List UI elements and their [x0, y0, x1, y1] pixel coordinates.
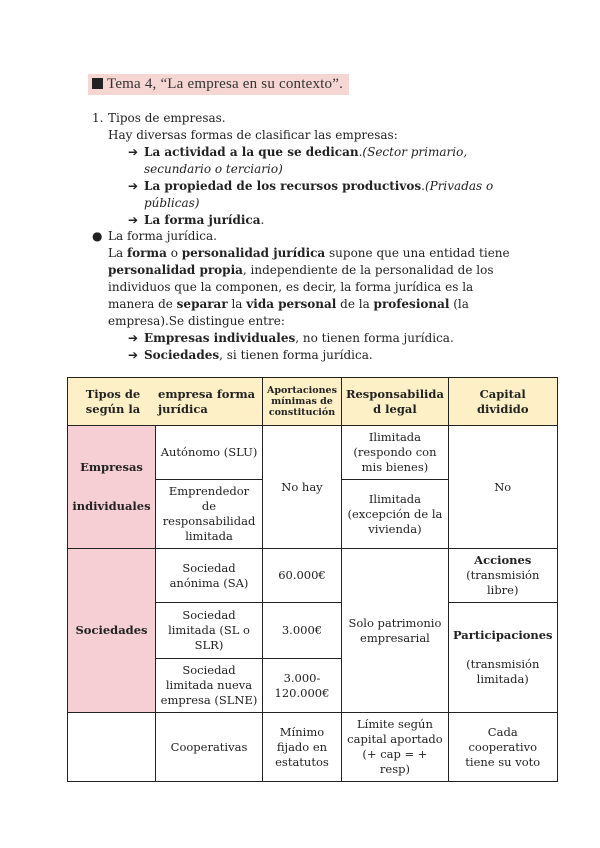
row-label-sociedades: Sociedades: [68, 549, 156, 713]
cell-coop-aport: Mínimo fijado en estatutos: [263, 713, 342, 782]
section1-heading: Tipos de empresas.: [108, 111, 226, 125]
list-item: ➔ Empresas individuales, no tienen forma jurídica.: [128, 331, 454, 345]
cell-slne-aport: 3.000-120.000€: [263, 659, 342, 713]
arrow-icon: ➔: [128, 179, 139, 193]
arrow-icon: ➔: [128, 331, 139, 345]
cell-no-hay: No hay: [263, 426, 342, 549]
header-capital: Capital dividido: [448, 378, 557, 426]
list-item: ➔ La propiedad de los recursos productivos.(Privadas o públicas): [128, 179, 494, 210]
section-tipos-empresas: 1. Tipos de empresas. Hay diversas formas de clasificar las empresas: ➔ La actividad a la que se dedican.(Sector primario, secundario o terciario) ➔ La propiedad de los recursos productivos.(Privadas o públicas) ➔ La forma jurídica.: [92, 110, 522, 229]
section-forma-juridica: [92, 228, 522, 364]
cell-sl-aport: 3.000€: [263, 603, 342, 659]
header-aportaciones: Aportaciones mínimas de constitución: [263, 378, 342, 426]
list-item: ➔ La forma jurídica.: [128, 213, 265, 227]
cell-coop-resp: Límite según capital aportado (+ cap = + resp): [341, 713, 448, 782]
checkbox-icon: [92, 78, 103, 89]
section2-heading: La forma jurídica.: [108, 229, 217, 243]
list-item: ➔ La actividad a la que se dedican.(Sector primario, secundario o terciario): [128, 145, 468, 176]
row-label-empty: [68, 713, 156, 782]
header-tipos: Tipos de según la empresa forma jurídica: [68, 378, 263, 426]
section2-paragraph: La forma o personalidad jurídica supone que una entidad tiene personalidad propia, independiente de la personalidad de los individuos que la componen, es decir, la forma jurídica es la manera de separar la vida personal de la profesional (la empresa).Se distingue entre:: [108, 246, 510, 328]
cell-coop-capital: Cada cooperativo tiene su voto: [448, 713, 557, 782]
cell-sa-aport: 60.000€: [263, 549, 342, 603]
cell-acciones: Acciones (transmisión libre): [448, 549, 557, 603]
cell-emprendedor: Emprendedor de responsabilidad limitada: [156, 480, 263, 549]
page-title: Tema 4, “La empresa en su contexto”.: [88, 74, 349, 95]
cell-autonomo: Autónomo (SLU): [156, 426, 263, 480]
arrow-icon: ➔: [128, 213, 139, 227]
section1-intro: Hay diversas formas de clasificar las empresas:: [108, 128, 398, 142]
cell-cooperativas: Cooperativas: [156, 713, 263, 782]
arrow-icon: ➔: [128, 348, 139, 362]
row-label-empresas: Empresas individuales: [68, 426, 156, 549]
arrow-icon: ➔: [128, 145, 139, 159]
cell-autonomo-resp: Ilimitada (respondo con mis bienes): [341, 426, 448, 480]
cell-sl: Sociedad limitada (SL o SLR): [156, 603, 263, 659]
header-responsabilidad: Responsabilida d legal: [341, 378, 448, 426]
cell-solo-patrimonio: Solo patrimonio empresarial: [341, 549, 448, 713]
cell-slne: Sociedad limitada nueva empresa (SLNE): [156, 659, 263, 713]
list-item: ➔ Sociedades, si tienen forma jurídica.: [128, 348, 373, 362]
cell-participaciones: Participaciones (transmisión limitada): [448, 603, 557, 713]
bullet-icon: ●: [92, 229, 103, 243]
cell-emprendedor-resp: Ilimitada (excepción de la vivienda): [341, 480, 448, 549]
forma-juridica-table: [67, 377, 558, 782]
cell-sa: Sociedad anónima (SA): [156, 549, 263, 603]
cell-capital-no: No: [448, 426, 557, 549]
